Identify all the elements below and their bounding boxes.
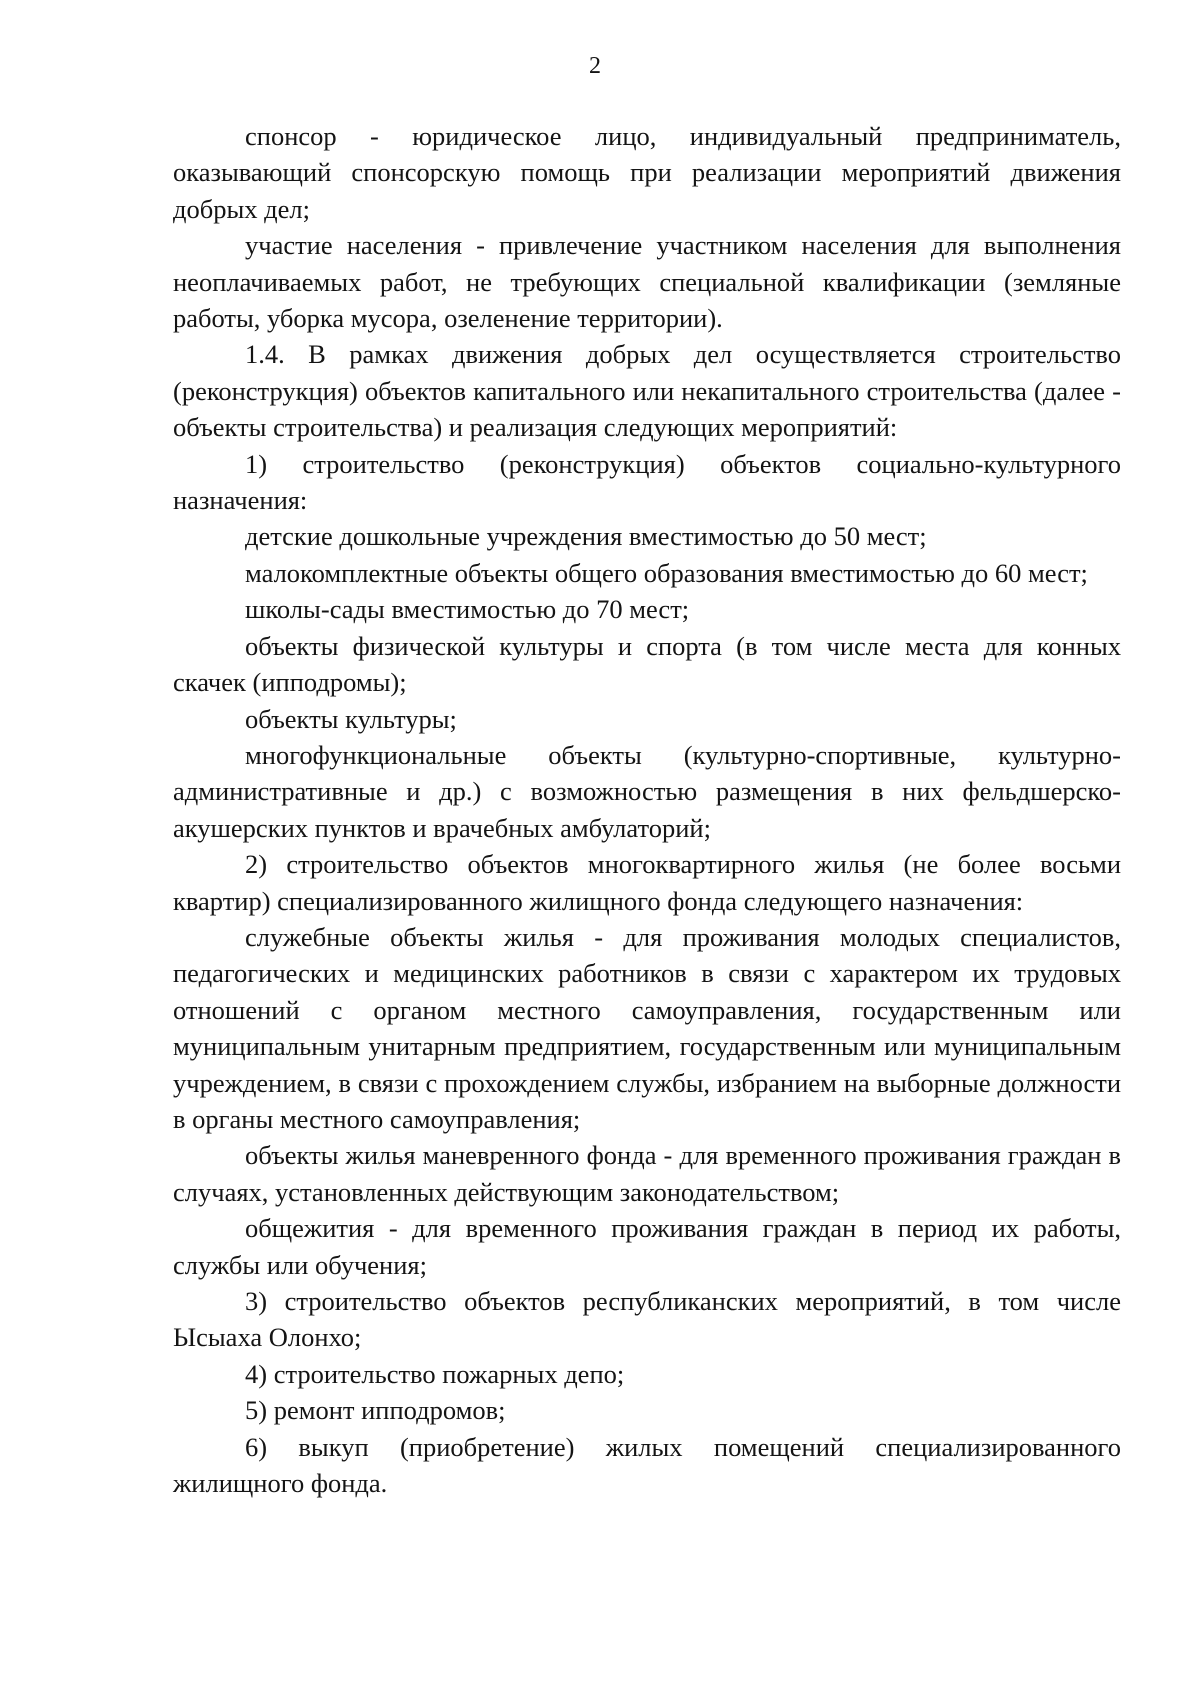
paragraph-small-schools: малокомплектные объекты общего образования вместимостью до 60 мест; <box>245 557 1088 588</box>
paragraph-item-1: 1) строительство (реконструкция) объектов социально-культурного назначения: <box>173 448 1121 516</box>
paragraph-service-housing: служебные объекты жилья - для проживания молодых специалистов, педагогических и медицинских работников в связи с характером их трудовых отношений с органом местного самоуправления, государственным или муниципальным унитарным предприятием, государственным или муниципальным учреждением, в связи с прохождением службы, избранием на выборные должности в органы местного самоуправления; <box>173 921 1121 1134</box>
paragraph-multifunctional-objects: многофункциональные объекты (культурно-спортивные, культурно-административные и др.) с возможностью размещения в них фельдшерско-акушерских пунктов и врачебных амбулаторий; <box>173 739 1121 843</box>
paragraph-sports-objects: объекты физической культуры и спорта (в том числе места для конных скачек (ипподромы); <box>173 630 1121 698</box>
paragraph-population-participation: участие населения - привлечение участником населения для выполнения неоплачиваемых работ, не требующих специальной квалификации (земляные работы, уборка мусора, озеленение территории). <box>173 230 1121 334</box>
paragraph-dormitories: общежития - для временного проживания граждан в период их работы, службы или обучения; <box>173 1213 1121 1280</box>
paragraph-item-4: 4) строительство пожарных депо; <box>245 1358 625 1389</box>
paragraph-school-gardens: школы-сады вместимостью до 70 мест; <box>245 594 690 625</box>
paragraph-culture-objects: объекты культуры; <box>245 703 457 734</box>
paragraph-clause-1-4: 1.4. В рамках движения добрых дел осуществляется строительство (реконструкция) объектов капитального или некапитального строительства (далее - объекты строительства) и реализация следующих мероприятий: <box>173 339 1121 443</box>
paragraph-item-5: 5) ремонт ипподромов; <box>245 1395 506 1426</box>
paragraph-sponsor-definition: спонсор - юридическое лицо, индивидуальный предприниматель, оказывающий спонсорскую помощь при реализации мероприятий движения добрых дел; <box>173 121 1121 224</box>
paragraph-item-2: 2) строительство объектов многоквартирного жилья (не более восьми квартир) специализированного жилищного фонда следующего назначения: <box>173 849 1121 916</box>
paragraph-preschools: детские дошкольные учреждения вместимостью до 50 мест; <box>245 521 927 552</box>
paragraph-item-3: 3) строительство объектов республиканских мероприятий, в том числе Ысыаха Олонхо; <box>173 1286 1121 1353</box>
page-number: 2 <box>589 53 601 79</box>
paragraph-item-6: 6) выкуп (приобретение) жилых помещений специализированного жилищного фонда. <box>173 1431 1121 1499</box>
document-body <box>173 118 1121 1501</box>
paragraph-maneuver-fund: объекты жилья маневренного фонда - для временного проживания граждан в случаях, установленных действующим законодательством; <box>173 1140 1121 1207</box>
